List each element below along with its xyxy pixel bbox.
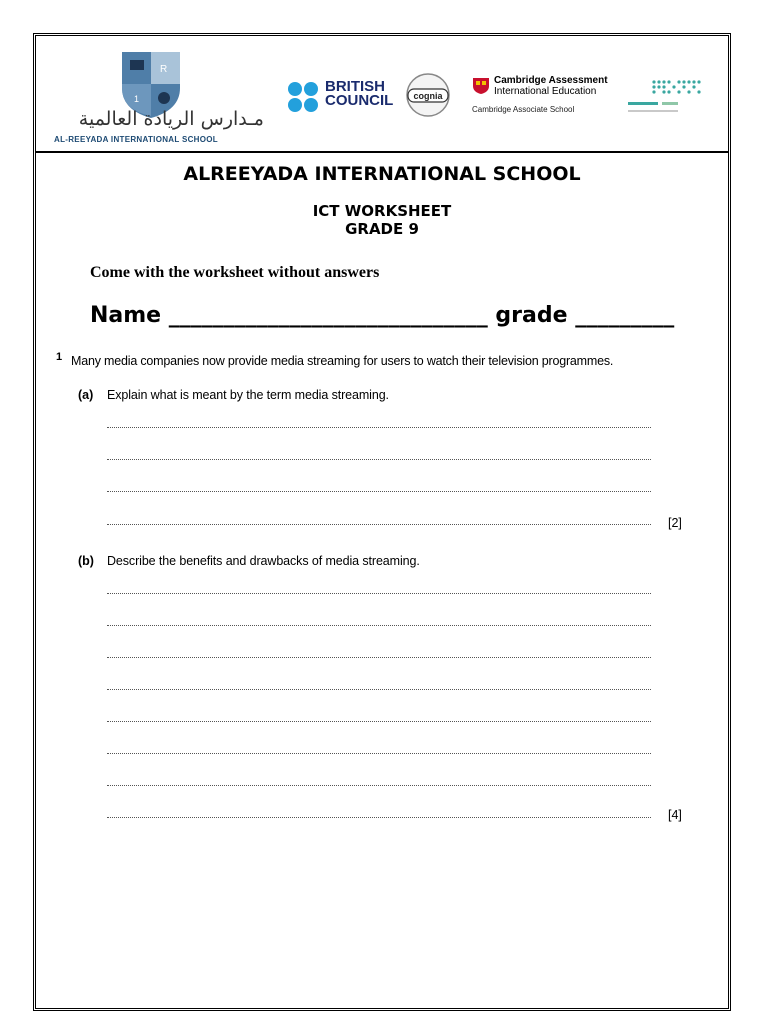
answer-line[interactable] xyxy=(107,459,651,460)
name-grade-line: Name _____________________________ grade _________ xyxy=(90,303,675,328)
part-b-label: (b) xyxy=(78,554,94,568)
cognia-text: cognia xyxy=(413,91,443,101)
british-council-dots-icon xyxy=(287,81,323,113)
ministry-of-education-logo xyxy=(622,76,702,118)
part-b-text: Describe the benefits and drawbacks of media streaming. xyxy=(107,554,420,568)
answer-line[interactable] xyxy=(107,657,651,658)
answer-line[interactable] xyxy=(107,427,651,428)
cambridge-crest-icon xyxy=(472,77,490,95)
answer-line[interactable] xyxy=(107,721,651,722)
answer-line[interactable] xyxy=(107,625,651,626)
british-council-line1: BRITISH xyxy=(325,78,385,95)
instruction-text: Come with the worksheet without answers xyxy=(90,264,380,281)
part-a-marks: [2] xyxy=(668,516,682,530)
worksheet-subject: ICT WORKSHEET xyxy=(312,202,452,220)
school-name-arabic: مـدارس الريادة العالمية xyxy=(78,108,264,130)
svg-text:R: R xyxy=(160,64,168,75)
cambridge-line3: Cambridge Associate School xyxy=(472,105,575,114)
worksheet-grade: GRADE 9 xyxy=(345,220,419,238)
part-a-text: Explain what is meant by the term media streaming. xyxy=(107,388,389,402)
part-b-marks: [4] xyxy=(668,808,682,822)
answer-line[interactable] xyxy=(107,785,651,786)
answer-line[interactable] xyxy=(107,689,651,690)
answer-line[interactable] xyxy=(107,753,651,754)
page-title: ALREEYADA INTERNATIONAL SCHOOL xyxy=(183,163,581,185)
answer-line[interactable] xyxy=(107,593,651,594)
svg-text:1: 1 xyxy=(134,94,140,104)
cambridge-line2: International Education xyxy=(494,86,597,97)
question-number: 1 xyxy=(56,351,63,363)
british-council-line2: COUNCIL xyxy=(325,92,394,109)
school-name-english: AL-REEYADA INTERNATIONAL SCHOOL xyxy=(54,135,218,144)
answer-line[interactable] xyxy=(107,491,651,492)
answer-line[interactable] xyxy=(107,817,651,818)
part-a-label: (a) xyxy=(78,388,94,402)
cognia-seal-logo xyxy=(400,72,456,118)
question-text: Many media companies now provide media streaming for users to watch their television programmes. xyxy=(71,354,614,368)
answer-line[interactable] xyxy=(107,524,651,525)
cambridge-line1: Cambridge Assessment xyxy=(494,75,608,86)
